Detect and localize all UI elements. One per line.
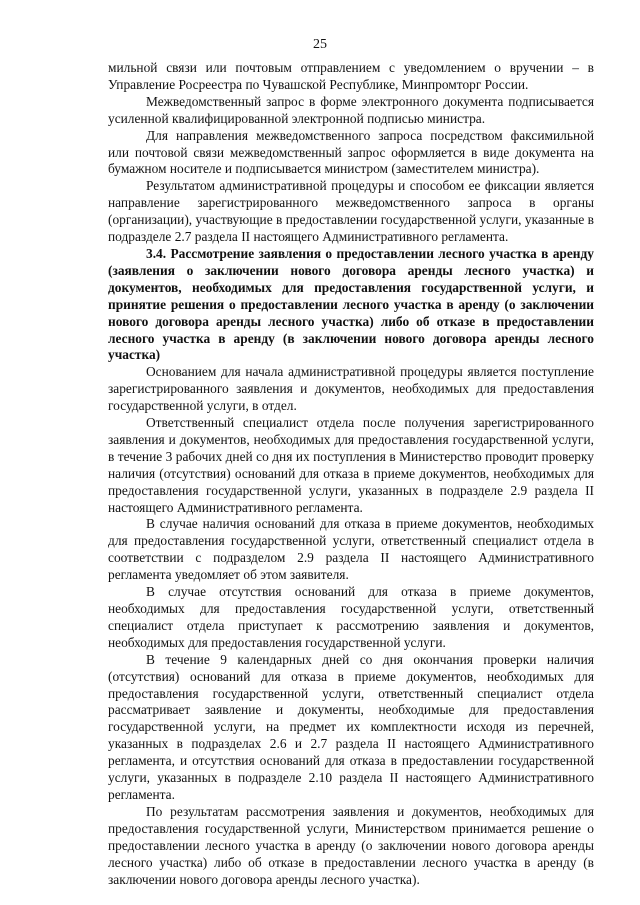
- paragraph-continuation: мильной связи или почтовым отправлением с уведомлением о вручении – в Управление Росреестра по Чувашской Республике, Минпромторг России.: [108, 60, 594, 92]
- paragraph: Межведомственный запрос в форме электронного документа подписывается усиленной квалифицированной электронной подписью министра.: [108, 93, 594, 126]
- section-heading: 3.4. Рассмотрение заявления о предоставлении лесного участка в аренду (заявления о заключении нового договора аренды лесного участка) и документов, необходимых для предоставления государственной услуги, и принятие решения о предоставлении лесного участка в аренду (о заключении нового договора аренды лесного участка) либо об отказе в предоставлении лесного участка в аренду (в заключении нового договора аренды лесного участка): [108, 245, 594, 363]
- paragraph: По результатам рассмотрения заявления и документов, необходимых для предоставления государственной услуги, Министерством принимается решение о предоставлении лесного участка в аренду (о заключении нового договора аренды лесного участка) либо об отказе в предоставлении лесного участка в аренду (в заключении нового договора аренды лесного участка).: [108, 803, 594, 887]
- paragraph: Для направления межведомственного запроса посредством факсимильной или почтовой связи межведомственный запрос оформляется в виде документа на бумажном носителе и подписывается министром (заместителем министра).: [108, 127, 594, 177]
- paragraph: В случае наличия оснований для отказа в приеме документов, необходимых для предоставления государственной услуги, ответственный специалист отдела в соответствии с подразделом 2.9 раздела II настоящего Административного регламента уведомляет об этом заявителя.: [108, 516, 594, 583]
- paragraph: Основанием для начала административной процедуры является поступление зарегистрированного заявления и документов, необходимых для предоставления государственной услуги, в отдел.: [108, 364, 594, 414]
- paragraph: В течение 9 календарных дней со дня окончания проверки наличия (отсутствия) оснований для отказа в приеме документов, необходимых для предоставления государственной услуги, ответственный специалист отдела рассматривает заявление и документы, необходимые для предоставления государственной услуги, на предмет их комплектности исходя из перечней, указанных в подразделах 2.6 и 2.7 раздела II настоящего Административного регламента, и отсутствия оснований для отказа в предоставлении государственной услуги, указанных в подразделе 2.10 раздела II настоящего Административного регламента.: [108, 651, 594, 802]
- paragraph: В случае отсутствия оснований для отказа в приеме документов, необходимых для предоставления государственной услуги, ответственный специалист отдела приступает к рассмотрению заявления и документов, необходимых для предоставления государственной услуги.: [108, 584, 594, 650]
- paragraph: Результатом административной процедуры и способом ее фиксации является направление зарегистрированного межведомственного запроса в органы (организации), участвующие в предоставлении государственной услуги, указанные в подразделе 2.7 раздела II настоящего Административного регламента.: [108, 178, 594, 245]
- paragraph: Ответственный специалист отдела после получения зарегистрированного заявления и документов, необходимых для предоставления государственной услуги, в течение 3 рабочих дней со дня их поступления в Министерство проводит проверку наличия (отсутствия) оснований для отказа в приеме документов, необходимых для предоставления государственной услуги, указанных в подразделе 2.9 раздела II настоящего Административного регламента.: [108, 415, 594, 515]
- page-number: 25: [313, 37, 327, 52]
- document-body: [108, 60, 594, 888]
